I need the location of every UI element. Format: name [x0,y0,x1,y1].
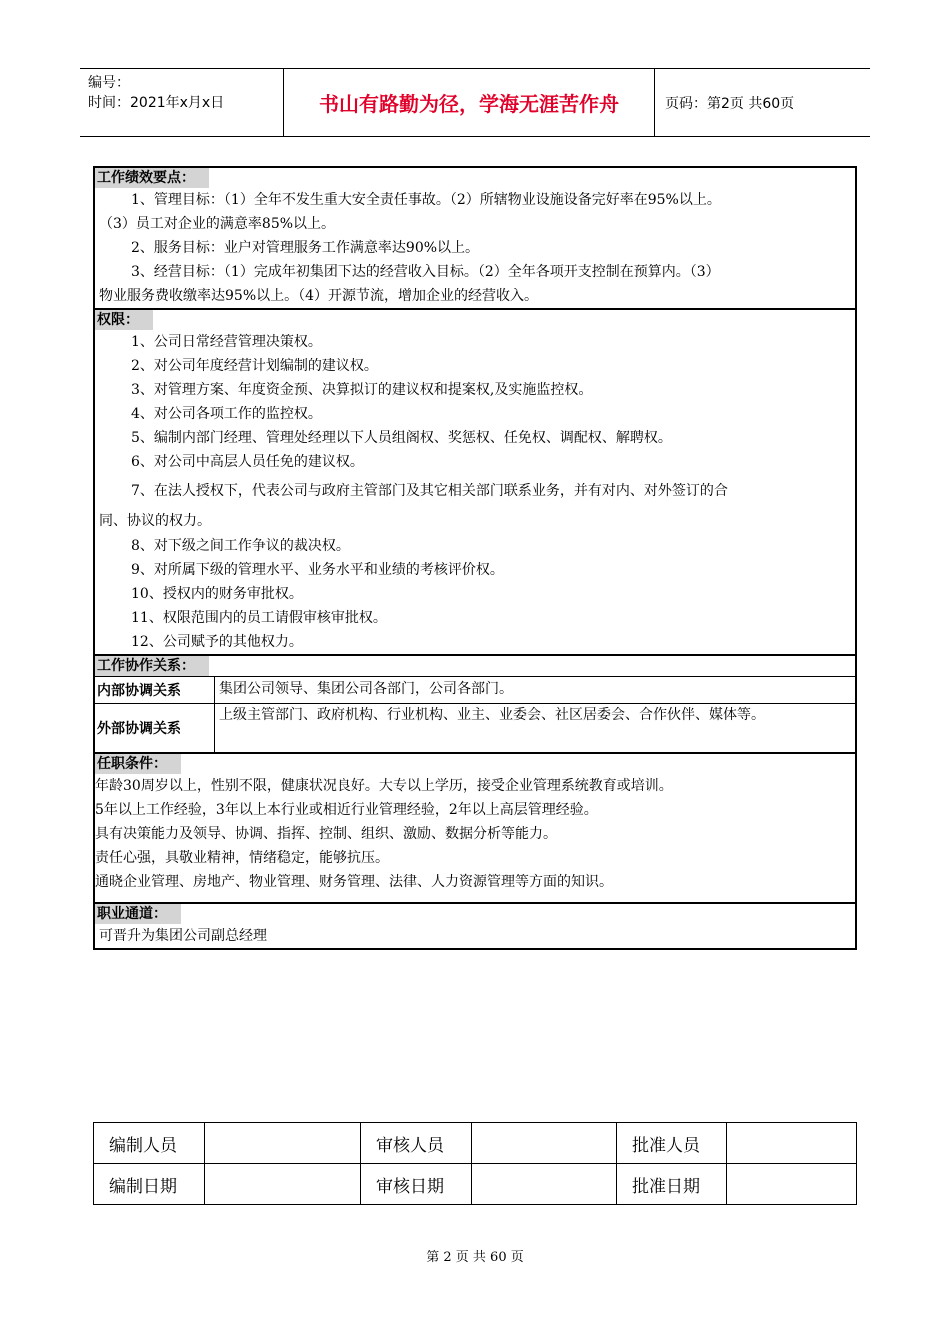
authority-item: 8、对下级之间工作争议的裁决权。 [131,538,350,554]
performance-line: 2、服务目标：业户对管理服务工作满意率达90%以上。 [131,240,480,256]
reviewed-date-field[interactable] [472,1164,617,1205]
external-coordination-row [95,703,855,752]
performance-line: 1、管理目标：（1）全年不发生重大安全责任事故。（2）所辖物业设施设备完好率在95%以上。 [131,192,721,208]
signoff-row [94,1123,857,1164]
authority-item: 同、协议的权力。 [99,513,211,529]
reviewed-by-field[interactable] [472,1123,617,1164]
approved-date-field[interactable] [727,1164,857,1205]
cooperation-section [95,656,855,754]
document-time: 时间：2021年x月x日 [88,95,225,111]
header-page-info: 页码：第2页 共60页 [665,95,795,112]
authority-item: 4、对公司各项工作的监控权。 [131,406,322,422]
authority-item: 7、在法人授权下，代表公司与政府主管部门及其它相关部门联系业务，并有对内、对外签订的合 [131,483,728,499]
page-footer: 第 2 页 共 60 页 [426,1250,524,1265]
section-title: 工作协作关系： [95,656,209,676]
authority-item: 9、对所属下级的管理水平、业务水平和业绩的考核评价权。 [131,562,504,578]
qualification-line: 年龄30周岁以上，性别不限，健康状况良好。大专以上学历，接受企业管理系统教育或培训。 [95,778,673,794]
performance-line: 3、经营目标：（1）完成年初集团下达的经营收入目标。（2）全年各项开支控制在预算内。（3） [131,264,720,280]
authority-item: 6、对公司中高层人员任免的建议权。 [131,454,364,470]
qualification-line: 通晓企业管理、房地产、物业管理、财务管理、法律、人力资源管理等方面的知识。 [95,874,613,890]
header-meta [80,69,283,136]
prepared-date-field[interactable] [205,1164,361,1205]
reviewed-date-label: 审核日期 [361,1164,472,1205]
career-value: 可晋升为集团公司副总经理 [99,928,267,944]
internal-coordination-row [95,676,855,703]
section-title: 职业通道： [95,904,181,924]
signoff-table [93,1122,857,1205]
page-header [80,68,870,137]
section-title: 任职条件： [95,754,181,774]
job-description-table [93,166,857,950]
authority-item: 2、对公司年度经营计划编制的建议权。 [131,358,378,374]
authority-item: 1、公司日常经营管理决策权。 [131,334,322,350]
prepared-date-label: 编制日期 [94,1164,205,1205]
approved-by-label: 批准人员 [617,1123,727,1164]
performance-line: （3）员工对企业的满意率85%以上。 [99,216,336,232]
approved-by-field[interactable] [727,1123,857,1164]
authority-item: 11、权限范围内的员工请假审核审批权。 [131,610,387,626]
internal-coordination-label: 内部协调关系 [95,677,215,703]
qualification-line: 责任心强，具敬业精神，情绪稳定，能够抗压。 [95,850,389,866]
internal-coordination-value: 集团公司领导、集团公司各部门，公司各部门。 [219,681,513,697]
authority-section [95,310,855,656]
prepared-by-field[interactable] [205,1123,361,1164]
performance-line: 物业服务费收缴率达95%以上。（4）开源节流，增加企业的经营收入。 [99,288,539,304]
authority-item: 3、对管理方案、年度资金预、决算拟订的建议权和提案权,及实施监控权。 [131,382,593,398]
signoff-row [94,1164,857,1205]
performance-section [95,168,855,310]
qualification-line: 具有决策能力及领导、协调、指挥、控制、组织、激励、数据分析等能力。 [95,826,557,842]
header-motto: 书山有路勤为径，学海无涯苦作舟 [283,69,655,136]
prepared-by-label: 编制人员 [94,1123,205,1164]
authority-item: 5、编制内部门经理、管理处经理以下人员组阁权、奖惩权、任免权、调配权、解聘权。 [131,430,672,446]
approved-date-label: 批准日期 [617,1164,727,1205]
section-title: 权限： [95,310,153,330]
authority-item: 10、授权内的财务审批权。 [131,586,303,602]
reviewed-by-label: 审核人员 [361,1123,472,1164]
document-number-label: 编号： [88,75,130,91]
qualification-section [95,754,855,904]
external-coordination-label: 外部协调关系 [95,704,215,752]
qualification-line: 5年以上工作经验，3年以上本行业或相近行业管理经验，2年以上高层管理经验。 [95,802,598,818]
career-section [95,904,855,948]
external-coordination-value: 上级主管部门、政府机构、行业机构、业主、业委会、社区居委会、合作伙伴、媒体等。 [219,707,765,723]
authority-item: 12、公司赋予的其他权力。 [131,634,303,650]
section-title: 工作绩效要点： [95,168,209,188]
